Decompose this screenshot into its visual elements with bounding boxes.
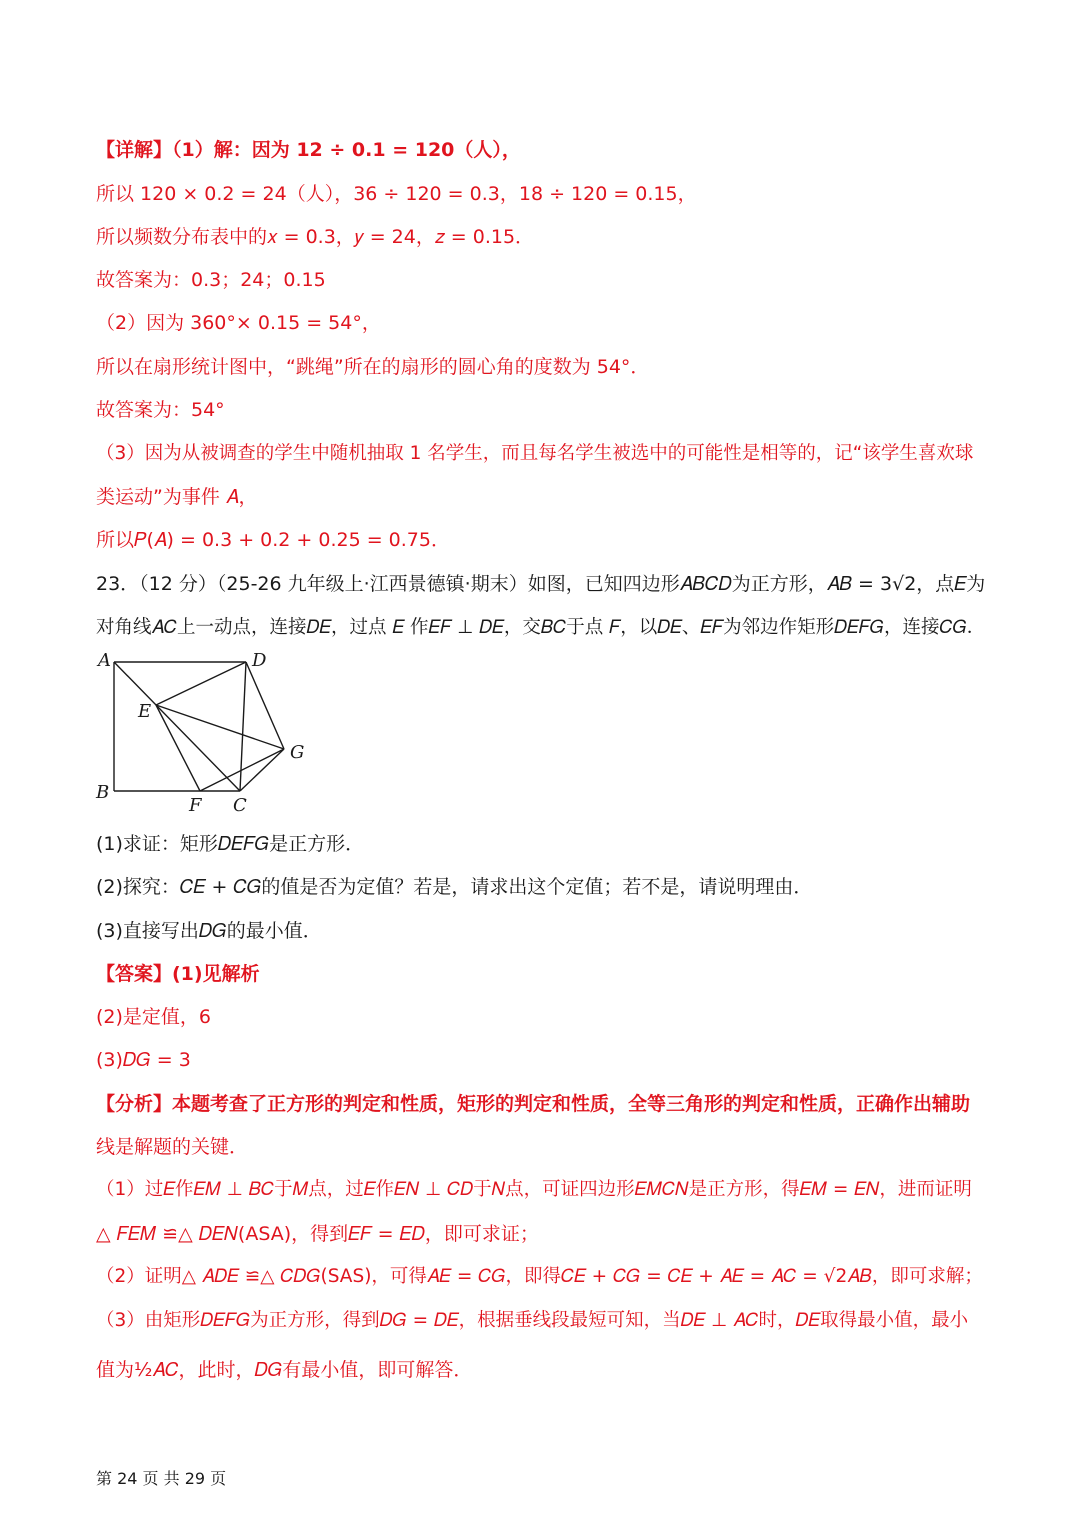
analysis-line-5: （2）证明△ 𝐴𝐷𝐸 ≌△ 𝐶𝐷𝐺(SAS)，可得𝐴𝐸 = 𝐶𝐺，即得𝐶𝐸 + 𝐶𝐺 = 𝐶𝐸 + 𝐴𝐸 = 𝐴𝐶 = √2𝐴𝐵，即可求解；	[96, 1266, 983, 1287]
question-line-1: 23．（12 分）（25-26 九年级上·江西景德镇·期末）如图，已知四边形𝐴𝐵𝐶𝐷为正方形，𝐴𝐵 = 3√2，点𝐸为	[96, 573, 986, 595]
question-part-1: (1)求证：矩形𝐷𝐸𝐹𝐺是正方形．	[96, 833, 365, 855]
solution-line-7: 故答案为：54°	[96, 399, 225, 421]
page-footer: 第 24 页 共 29 页	[96, 1469, 227, 1488]
question-part-3: (3)直接写出𝐷𝐺的最小值．	[96, 920, 322, 942]
question-line-2: 对角线𝐴𝐶上一动点，连接𝐷𝐸，过点 𝐸 作𝐸𝐹 ⊥ 𝐷𝐸，交𝐵𝐶于点 𝐹，以𝐷𝐸、𝐸𝐹为邻边作矩形𝐷𝐸𝐹𝐺，连接𝐶𝐺．	[96, 617, 986, 638]
segment-de	[156, 662, 246, 705]
solution-line-9: 类运动”为事件 𝐴，	[96, 486, 258, 508]
solution-line-8: （3）因为从被调查的学生中随机抽取 1 名学生，而且每名学生被选中的可能性是相等的，记“该学生喜欢球	[96, 443, 974, 464]
answer-line-2: (2)是定值，6	[96, 1006, 212, 1028]
answer-line-3: (3)𝐷𝐺 = 3	[96, 1049, 191, 1071]
analysis-line-6: （3）由矩形𝐷𝐸𝐹𝐺为正方形，得到𝐷𝐺 = 𝐷𝐸，根据垂线段最短可知，当𝐷𝐸 ⊥ 𝐴𝐶时，𝐷𝐸取得最小值，最小	[96, 1310, 969, 1331]
label-b: B	[96, 782, 110, 803]
segment-cg	[240, 749, 284, 791]
label-d: D	[252, 650, 267, 671]
label-f: F	[189, 795, 202, 816]
segment-dc	[240, 662, 246, 791]
label-e: E	[138, 701, 152, 722]
analysis-line-3: （1）过𝐸作𝐸𝑀 ⊥ 𝐵𝐶于𝑀点，过𝐸作𝐸𝑁 ⊥ 𝐶𝐷于𝑁点，可证四边形𝐸𝑀𝐶𝑁是正方形，得𝐸𝑀 = 𝐸𝑁，进而证明	[96, 1179, 972, 1200]
analysis-line-7: 值为½𝐴𝐶，此时，𝐷𝐺有最小值，即可解答．	[96, 1359, 473, 1381]
solution-line-6: 所以在扇形统计图中，“跳绳”所在的扇形的圆心角的度数为 54°．	[96, 356, 650, 378]
solution-line-5: （2）因为 360°× 0.15 = 54°，	[96, 312, 381, 334]
solution-line-3: 所以频数分布表中的𝑥 = 0.3，𝑦 = 24，𝑧 = 0.15．	[96, 226, 535, 248]
analysis-line-1: 【分析】本题考查了正方形的判定和性质，矩形的判定和性质，全等三角形的判定和性质，正确作出辅助	[96, 1093, 971, 1115]
solution-line-2: 所以 120 × 0.2 = 24（人），36 ÷ 120 = 0.3，18 ÷ 120 = 0.15，	[96, 183, 697, 205]
label-g: G	[290, 742, 305, 763]
answer-line-1: 【答案】(1)见解析	[96, 963, 260, 985]
solution-line-1: 【详解】（1）解：因为 12 ÷ 0.1 = 120（人），	[96, 139, 521, 161]
solution-line-10: 所以𝑃(𝐴) = 0.3 + 0.2 + 0.25 = 0.75．	[96, 529, 450, 551]
square-geometry-figure	[94, 648, 314, 820]
segment-dg	[246, 662, 284, 749]
label-c: C	[233, 795, 247, 816]
analysis-line-2: 线是解题的关键．	[96, 1136, 249, 1158]
question-part-2: (2)探究：𝐶𝐸 + 𝐶𝐺的值是否为定值？若是，请求出这个定值；若不是，请说明理由．	[96, 876, 813, 898]
label-a: A	[98, 650, 111, 671]
diagonal-ac	[114, 662, 240, 791]
solution-line-4: 故答案为：0.3；24；0.15	[96, 269, 326, 291]
analysis-line-4: △ 𝐹𝐸𝑀 ≌△ 𝐷𝐸𝑁(ASA)，得到𝐸𝐹 = 𝐸𝐷，即可求证；	[96, 1223, 539, 1245]
